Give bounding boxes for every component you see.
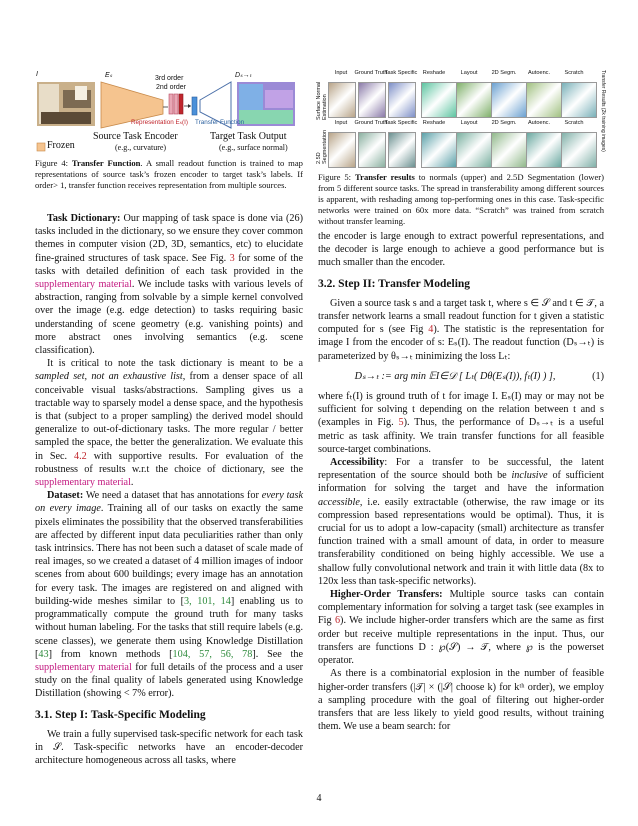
para-higher-order (318, 588, 604, 667)
page-number: 4 (316, 793, 322, 804)
section-heading-3-1: 3.1. Step I: Task-Specific Modeling (35, 708, 206, 721)
column-label: Autoenc. (527, 70, 551, 76)
left-column (35, 212, 303, 767)
para-task-dictionary (35, 212, 303, 357)
text: : For a transfer to be successful, the latent representation of the source should both be (318, 457, 604, 482)
heading-higher-order: Higher-Order Transfers: (330, 589, 443, 601)
result-thumbnail (491, 132, 527, 168)
section-heading-3-2: 3.2. Step II: Transfer Modeling (318, 277, 471, 290)
supplementary-link[interactable]: supplementary material (35, 279, 132, 291)
italic-text: accessible (318, 496, 360, 508)
figure-5-grid (318, 70, 604, 170)
label-frozen: Frozen (47, 140, 75, 151)
label-target-title: Target Task Output (210, 131, 287, 142)
transfer-function-block (192, 97, 197, 115)
citation-link[interactable]: 43 (38, 648, 49, 660)
fig-ref-link[interactable]: 3 (229, 252, 235, 264)
result-thumbnail (456, 132, 492, 168)
equation-number: (1) (592, 370, 604, 382)
text: . We include tasks with various levels of abstraction, ranging from solvable by a simple kernel convolved over the image (e.g. edge detection) to tasks requiring basic understanding of scene geometry (e.g. vanishing points) and more abstract ones involving semantics (e.g. scene classification). (35, 279, 303, 357)
label-representation: Representation Eₛ(I) (131, 119, 188, 126)
text: Given a source task s and a target task t, where s ∈ 𝒮 and t ∈ 𝒯, a transfer network learns a small readout function for t given a statistic computed for s (see Fig (318, 297, 604, 336)
column-label: Ground Truth (354, 70, 388, 76)
caption-label: Figure 5: (318, 172, 352, 182)
para-sampled-set (35, 357, 303, 489)
section-ref-link[interactable]: 4.2 (74, 450, 87, 462)
column-label: Scratch (564, 120, 584, 126)
caption-bold: Transfer Function (71, 158, 141, 168)
para-encoder-cont: the encoder is large enough to extract powerful representations, and the decoder is large enough to achieve a good performance but is much smaller than the encoder. (318, 231, 604, 269)
row2-side-label: 2.5D Segmentation (316, 130, 328, 164)
text: , i.e. easily extractable (otherwise, the raw image or its compression based representations would be optimal). Thus, it is crucial for us to adopt a low-capacity (small) architecture as transfer function trained with a small amount of data, in order to measure transferability conditioned on being highly accessible. We use a shallow fully convolutional network and train it with little data (8x to 120x less than task-specific networks). (318, 496, 604, 587)
para-transfer (318, 297, 604, 363)
caption-label: Figure 4: (35, 158, 69, 168)
label-decoder: Dₛ→ₜ (235, 72, 252, 79)
heading-dataset: Dataset: (47, 490, 84, 502)
supplementary-link[interactable]: supplementary material (35, 477, 131, 489)
label-2nd-order: 2nd order (156, 84, 186, 91)
para-task-specific: We train a fully supervised task-specific network for each task in 𝒮. Task-specific networks have an encoder-decoder architecture homogeneous across all tasks, where (35, 728, 303, 767)
fig-ref-link[interactable]: 6 (334, 615, 341, 627)
text: with supportive results. For evaluation of the robustness of results w.r.t the choice of dictionary, see the (35, 450, 303, 475)
result-thumbnail (561, 82, 597, 118)
column-label: Scratch (564, 70, 584, 76)
para-accessibility (318, 456, 604, 588)
text: ] from known methods [ (48, 648, 173, 660)
label-encoder: Eₛ (105, 72, 113, 79)
fig-ref-link[interactable]: 4 (428, 324, 434, 336)
text: ]. See the (252, 648, 304, 660)
equation-body: Dₛ→ₜ := arg min 𝔼I∈𝒟 [ Lₜ( Dθ(Eₛ(I)), fₜ(I) ) ], (354, 370, 556, 382)
column-label: Task Specific (384, 70, 418, 76)
text: ). We include higher-order transfers which are the same as first order but receive multiple representations in the input. Thus, our transfers are functions D : ℘(𝒮) → 𝒯, where ℘ is the powerset operator. (318, 615, 605, 667)
text: for some of the tasks with detailed definition of each task provided in the (35, 252, 303, 277)
text: ] enabling us to programmatically compute the ground truth for many tasks without human labeling. For the tasks that still require labels (e.g. scene classes), we generate them using Knowledge Distillation [ (35, 595, 303, 660)
figure-4-diagram (35, 70, 300, 156)
representation-bar (179, 94, 183, 114)
text: Multiple source tasks can contain complementary information for solving a target task (see examples in Fig (318, 589, 604, 627)
input-thumbnail (328, 132, 356, 168)
result-thumbnail (358, 132, 386, 168)
italic-text: sampled set, not an exhaustive list (35, 371, 183, 383)
caption-text: to normals (upper) and 2.5D Segmentation (lower) from 5 different source tasks. The spread in transferability among different sources is apparent, with reshading among top-performing ones in this case. Task-specific networks were trained on 60x more data. “Scratch” was trained from scratch without transfer learning. (318, 172, 604, 226)
column-label: Input (334, 120, 348, 126)
column-label: Ground Truth (354, 120, 388, 126)
result-thumbnail (358, 82, 386, 118)
caption-bold: Transfer results (355, 172, 415, 182)
para-dataset (35, 489, 303, 700)
figure-4-caption (35, 158, 303, 191)
result-thumbnail (526, 132, 562, 168)
supplementary-link[interactable]: supplementary material (35, 661, 132, 673)
column-label: Autoenc. (527, 120, 551, 126)
column-label: Layout (460, 70, 478, 76)
text: We need a dataset that has annotations for (83, 490, 262, 502)
equation-1 (318, 370, 604, 383)
text: ). The statistic is the representation for image I from the encoder of s: Eₛ(I). The readout function (Dₛ→ₜ) is parameterized by θₛ→ₜ minimizing the loss Lₜ: (318, 324, 604, 362)
column-label: Layout (460, 120, 478, 126)
label-target-sub: (e.g., surface normal) (219, 143, 288, 152)
column-label: Input (334, 70, 348, 76)
label-3rd-order: 3rd order (155, 75, 184, 82)
result-thumbnail (388, 132, 416, 168)
label-input: I (36, 71, 38, 78)
label-source-title: Source Task Encoder (93, 131, 178, 142)
result-thumbnail (526, 82, 562, 118)
column-label: Reshade (422, 70, 446, 76)
result-thumbnail (456, 82, 492, 118)
column-label: Reshade (422, 120, 446, 126)
text: for full details of the process and a user study on the final quality of labels generated using Knowledge Distillation (showing < 7% error). (35, 661, 303, 700)
column-label: 2D Segm. (491, 120, 517, 126)
text: , from a denser space of all conceivable visual tasks/abstractions. Sampling gives us a tractable way to sparsely model a dense space, and the hypothesis is that (subject to a proper sampling) the derived model should generalize to out-of-dictionary tasks. The more regular / better sampled the space, the better the generalization. We evaluate this in Sec. (35, 371, 303, 462)
row1-side-label: Surface Normal Estimation (316, 81, 328, 120)
result-thumbnail (561, 132, 597, 168)
input-thumbnail (328, 82, 356, 118)
para-combinatorial: As there is a combinatorial explosion in the number of feasible higher-order transfers (|𝒯| × (|𝒮| choose k) for kᵗʰ order), we employ a sampling procedure with the goal of filtering out higher-order transfers that are less likely to yield good results, without training them. We use a beam search: for (318, 668, 604, 733)
text: It is critical to note the task dictionary is meant to be a (47, 358, 303, 370)
result-thumbnail (421, 132, 457, 168)
text: Our mapping of task space is done via (26) tasks included in the dictionary, so we ensure they cover common themes in computer vision (2D, 3D, semantics, etc) to elucidate fine-grained structures of task space. See Fig. (35, 213, 303, 264)
right-side-label: Transfer Results (2k training images) (600, 70, 606, 152)
para-groundtruth (318, 390, 604, 456)
heading-task-dictionary: Task Dictionary: (47, 213, 121, 224)
result-thumbnail (388, 82, 416, 118)
figure-5-caption (318, 172, 604, 227)
text: where fₜ(I) is ground truth of t for image I. Eₛ(I) may or may not be sufficient for solving t depending on the relation between t and s (examples in Fig. (318, 391, 604, 429)
heading-accessibility: Accessibility (330, 457, 385, 469)
result-thumbnail (491, 82, 527, 118)
label-transfer-function: Transfer Function (195, 119, 245, 126)
text: . (130, 477, 134, 489)
right-column (318, 230, 604, 733)
column-label: Task Specific (384, 120, 418, 126)
frozen-swatch (37, 143, 45, 151)
text: ). Thus, the performance of Dₛ→ₜ is a useful metric as task affinity. We train transfer functions for all feasible source-target combinations. (318, 417, 604, 455)
caption-text: . A small readout function is trained to map representations of source task’s frozen encoder to target task’s labels. If order> 1, transfer function receives representation from multiple sources. (35, 158, 303, 190)
result-thumbnail (421, 82, 457, 118)
italic-text: inclusive (511, 470, 548, 482)
column-label: 2D Segm. (491, 70, 517, 76)
citation-link[interactable]: 104, 57, 56, 78 (172, 648, 253, 660)
text: of sufficient information for solving the target and have the information (318, 470, 604, 495)
fig-ref-link[interactable]: 5 (398, 417, 404, 429)
italic-text: every task on every image (35, 490, 303, 515)
citation-link[interactable]: 3, 101, 14 (184, 595, 231, 607)
label-source-sub: (e.g., curvature) (115, 143, 167, 152)
text: . Training all of our tasks on exactly the same pixels eliminates the possibility that the observed transferabilities are affected by different input data peculiarities rather than only task intrinsics. There has not been such a dataset of scale made of real images, so we created a dataset of 4 million images of indoor scenes from about 600 buildings; every image has an annotation for every task. The images are registered on and aligned with building-wide meshes similar to [ (35, 503, 304, 607)
